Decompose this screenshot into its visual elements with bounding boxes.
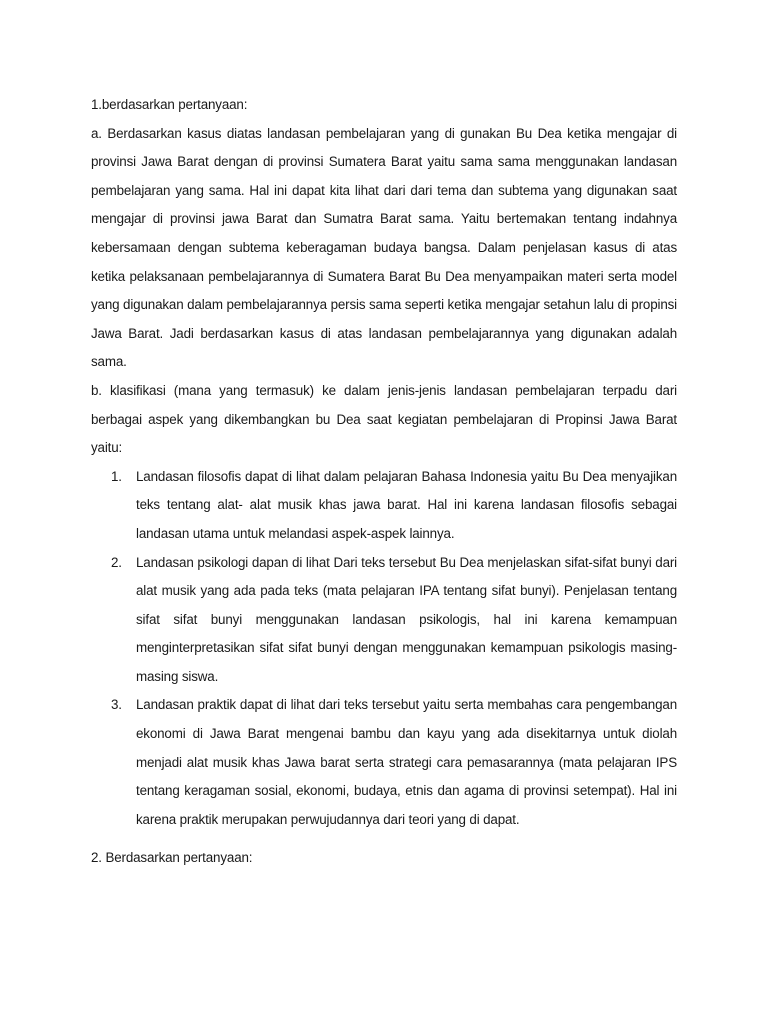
section-2-heading: 2. Berdasarkan pertanyaan: (91, 850, 253, 866)
list-item-text: Landasan psikologi dapan di lihat Dari teks tersebut Bu Dea menjelaskan sifat-sifat bunyi dari alat musik yang ada pada teks (mata pelajaran IPA tentang sifat bunyi). Penjelasan tentang sifat sifat bunyi menggunakan landasan psikologis, hal ini karena kemampuan menginterpretasikan sifat sifat bunyi dengan menggunakan kemampuan psikologis masing-masing siswa. (136, 554, 677, 684)
landasan-list (91, 463, 677, 835)
list-item-text: Landasan filosofis dapat di lihat dalam pelajaran Bahasa Indonesia yaitu Bu Dea menyajikan teks tentang alat- alat musik khas jawa barat. Hal ini karena landasan filosofis sebagai landasan utama untuk melandasi aspek-aspek lainnya. (136, 468, 677, 541)
list-number: 2. (111, 554, 122, 570)
paragraph-b: b. klasifikasi (mana yang termasuk) ke dalam jenis-jenis landasan pembelajaran terpadu dari berbagai aspek yang dikembangkan bu Dea saat kegiatan pembelajaran di Propinsi Jawa Barat yaitu: (91, 382, 677, 456)
list-item (91, 691, 677, 834)
section-1-heading: 1.berdasarkan pertanyaan: (91, 97, 248, 112)
section-spacer (91, 834, 677, 844)
list-number: 1. (111, 468, 122, 484)
list-item (91, 463, 677, 549)
list-number: 3. (111, 697, 122, 713)
list-item (91, 549, 677, 692)
paragraph-a: a. Berdasarkan kasus diatas landasan pembelajaran yang di gunakan Bu Dea ketika mengajar di provinsi Jawa Barat dengan di provinsi Sumatera Barat yaitu sama sama menggunakan landasan pembelajaran yang sama. Hal ini dapat kita lihat dari dari tema dan subtema yang digunakan saat mengajar di provinsi jawa Barat dan Sumatra Barat sama. Yaitu bertemakan tentang indahnya kebersamaan dengan subtema keberagaman budaya bangsa. Dalam penjelasan kasus di atas ketika pelaksanaan pembelajarannya di Sumatera Barat Bu Dea menyampaikan materi serta model yang digunakan dalam pembelajarannya persis sama seperti ketika mengajar setahun lalu di propinsi Jawa Barat. Jadi berdasarkan kasus di atas landasan pembelajarannya yang digunakan adalah sama. (91, 125, 677, 370)
list-item-text: Landasan praktik dapat di lihat dari teks tersebut yaitu serta membahas cara pengembangan ekonomi di Jawa Barat mengenai bambu dan kayu yang ada disekitarnya untuk diolah menjadi alat musik khas Jawa barat serta strategi cara pemasarannya (mata pelajaran IPS tentang keragaman sosial, ekonomi, budaya, etnis dan agama di provinsi setempat). Hal ini karena praktik merupakan perwujudannya dari teori yang di dapat. (136, 697, 677, 827)
